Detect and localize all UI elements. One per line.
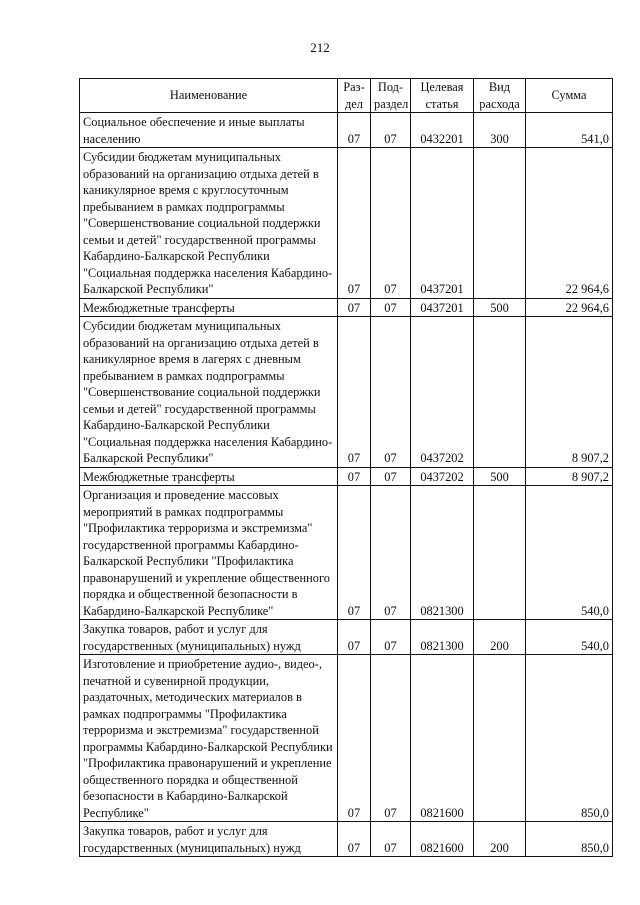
header-section-line-2: дел	[345, 96, 363, 111]
cell-kind: 300	[474, 113, 526, 148]
cell-subsection: 07	[371, 655, 411, 822]
cell-kind: 200	[474, 620, 526, 655]
cell-name: Социальное обеспечение и иные выплаты населению	[80, 113, 338, 148]
cell-subsection: 07	[371, 113, 411, 148]
header-target-line-2: статья	[425, 96, 459, 111]
cell-section: 07	[338, 620, 371, 655]
cell-subsection: 07	[371, 822, 411, 857]
cell-kind	[474, 148, 526, 299]
header-target-line-1: Целевая	[420, 80, 464, 94]
cell-sum: 540,0	[526, 620, 613, 655]
page-number: 212	[310, 40, 330, 55]
cell-sum: 8 907,2	[526, 317, 613, 468]
table-row	[80, 822, 613, 857]
table-row	[80, 148, 613, 299]
cell-name: Изготовление и приобретение аудио-, видео-, печатной и сувенирной продукции, раздаточных, методических материалов в рамках подпрограммы "Профилактика терроризма и экстремизма" государственной программы Кабардино-Балкарской Республики "Профилактика правонарушений и укрепление общественного порядка и общественной безопасности в Кабардино-Балкарской Республике"	[80, 655, 338, 822]
cell-target: 0432201	[411, 113, 474, 148]
cell-section: 07	[338, 822, 371, 857]
cell-kind	[474, 317, 526, 468]
cell-target: 0821600	[411, 655, 474, 822]
cell-name: Закупка товаров, работ и услуг для государственных (муниципальных) нужд	[80, 620, 338, 655]
header-section	[338, 79, 371, 113]
header-kind-line-2: расхода	[479, 96, 520, 111]
table-header-row	[80, 79, 613, 113]
cell-kind: 500	[474, 467, 526, 486]
cell-name: Межбюджетные трансферты	[80, 467, 338, 486]
table-row	[80, 655, 613, 822]
cell-subsection: 07	[371, 486, 411, 620]
cell-sum: 541,0	[526, 113, 613, 148]
cell-target: 0437201	[411, 298, 474, 317]
header-name: Наименование	[80, 79, 338, 113]
header-sum: Сумма	[526, 79, 613, 113]
cell-section: 07	[338, 113, 371, 148]
cell-sum: 8 907,2	[526, 467, 613, 486]
cell-kind	[474, 655, 526, 822]
table-row	[80, 317, 613, 468]
table-row	[80, 486, 613, 620]
cell-target: 0437202	[411, 467, 474, 486]
cell-subsection: 07	[371, 467, 411, 486]
cell-sum: 850,0	[526, 822, 613, 857]
header-section-line-1: Раз-	[343, 80, 365, 94]
cell-target: 0821300	[411, 486, 474, 620]
cell-section: 07	[338, 317, 371, 468]
header-subsection-line-2: раздел	[374, 96, 409, 111]
cell-name: Закупка товаров, работ и услуг для государственных (муниципальных) нужд	[80, 822, 338, 857]
header-subsection	[371, 79, 411, 113]
cell-section: 07	[338, 467, 371, 486]
cell-name: Субсидии бюджетам муниципальных образований на организацию отдыха детей в каникулярное время в лагерях с дневным пребыванием в рамках подпрограммы "Совершенствование социальной поддержки семьи и детей" государственной программы Кабардино-Балкарской Республики "Социальная поддержка населения Кабардино-Балкарской Республики"	[80, 317, 338, 468]
table-row	[80, 298, 613, 317]
cell-section: 07	[338, 655, 371, 822]
cell-kind	[474, 486, 526, 620]
cell-target: 0821300	[411, 620, 474, 655]
cell-subsection: 07	[371, 620, 411, 655]
cell-name: Субсидии бюджетам муниципальных образований на организацию отдыха детей в каникулярное время с круглосуточным пребыванием в рамках подпрограммы "Совершенствование социальной поддержки семьи и детей" государственной программы Кабардино-Балкарской Республики "Социальная поддержка населения Кабардино-Балкарской Республики"	[80, 148, 338, 299]
cell-name: Межбюджетные трансферты	[80, 298, 338, 317]
cell-section: 07	[338, 486, 371, 620]
table-row	[80, 467, 613, 486]
cell-sum: 850,0	[526, 655, 613, 822]
cell-name: Организация и проведение массовых мероприятий в рамках подпрограммы "Профилактика терроризма и экстремизма" государственной программы Кабардино-Балкарской Республики "Профилактика правонарушений и укрепление общественного порядка и общественной безопасности в Кабардино-Балкарской Республике"	[80, 486, 338, 620]
table-row	[80, 620, 613, 655]
header-subsection-line-1: Под-	[377, 80, 404, 94]
cell-sum: 22 964,6	[526, 148, 613, 299]
cell-subsection: 07	[371, 298, 411, 317]
cell-section: 07	[338, 148, 371, 299]
cell-subsection: 07	[371, 148, 411, 299]
cell-subsection: 07	[371, 317, 411, 468]
cell-section: 07	[338, 298, 371, 317]
cell-target: 0437202	[411, 317, 474, 468]
header-kind	[474, 79, 526, 113]
budget-table	[79, 78, 613, 857]
cell-target: 0437201	[411, 148, 474, 299]
table-body	[80, 113, 613, 857]
cell-target: 0821600	[411, 822, 474, 857]
table-row	[80, 113, 613, 148]
header-target	[411, 79, 474, 113]
cell-kind: 200	[474, 822, 526, 857]
cell-sum: 540,0	[526, 486, 613, 620]
header-kind-line-1: Вид	[488, 80, 511, 94]
cell-sum: 22 964,6	[526, 298, 613, 317]
cell-kind: 500	[474, 298, 526, 317]
